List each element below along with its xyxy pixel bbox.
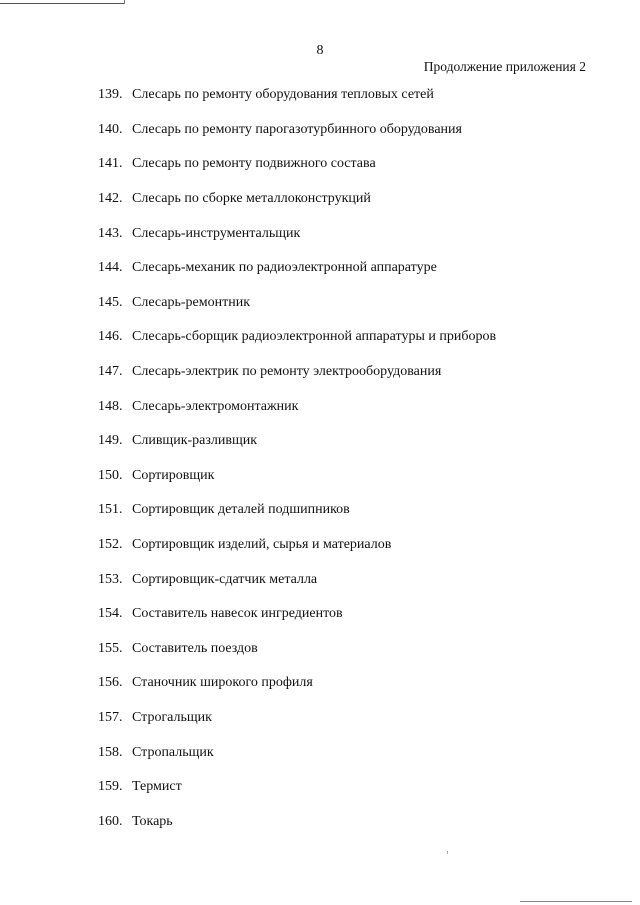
list-item <box>98 182 496 217</box>
list-item-number: 147. <box>98 364 123 380</box>
list-item <box>98 389 496 424</box>
list-item <box>98 493 496 528</box>
list-item-text: Сортировщик изделий, сырья и материалов <box>132 537 392 553</box>
list-item-number: 139. <box>98 87 123 103</box>
list-item <box>98 251 496 286</box>
list-item <box>98 666 496 701</box>
list-item-text: Слесарь-сборщик радиоэлектронной аппаратуры и приборов <box>132 329 497 345</box>
list-item-text: Слесарь-электрик по ремонту электрооборудования <box>132 364 442 380</box>
list-item <box>98 113 496 148</box>
list-item <box>98 632 496 667</box>
list-item-text: Составитель поездов <box>132 640 258 656</box>
list-item-number: 140. <box>98 121 123 137</box>
list-item <box>98 701 496 736</box>
list-item-text: Слесарь-инструментальщик <box>132 225 301 241</box>
list-item <box>98 770 496 805</box>
list-item <box>98 147 496 182</box>
list-item <box>98 735 496 770</box>
list-item-text: Слесарь по ремонту оборудования тепловых сетей <box>132 87 434 103</box>
list-item <box>98 78 496 113</box>
list-item-number: 154. <box>98 606 123 622</box>
list-item-text: Станочник широкого профиля <box>132 675 313 691</box>
list-item-number: 143. <box>98 225 123 241</box>
page-number: 8 <box>316 43 324 58</box>
continuation-note: Продолжение приложения 2 <box>423 59 586 74</box>
list-item-number: 144. <box>98 260 123 276</box>
list-item-number: 149. <box>98 433 123 449</box>
list-item-text: Слесарь по ремонту подвижного состава <box>132 156 376 172</box>
list-item <box>98 528 496 563</box>
occupation-list <box>98 78 496 839</box>
list-item-text: Токарь <box>132 813 173 829</box>
list-item-number: 152. <box>98 537 123 553</box>
list-item-text: Слесарь-ремонтник <box>132 294 251 310</box>
list-item-text: Составитель навесок ингредиентов <box>132 606 343 622</box>
scan-artifact-dot <box>447 851 448 854</box>
scan-artifact-top-line <box>0 3 124 4</box>
list-item-number: 141. <box>98 156 123 172</box>
list-item-number: 146. <box>98 329 123 345</box>
list-item <box>98 597 496 632</box>
list-item <box>98 424 496 459</box>
list-item-text: Стропальщик <box>132 744 214 760</box>
list-item-text: Термист <box>132 779 182 795</box>
list-item-text: Сортировщик <box>132 467 215 483</box>
list-item <box>98 216 496 251</box>
list-item-text: Строгальщик <box>132 709 212 725</box>
list-item-text: Слесарь-механик по радиоэлектронной аппаратуре <box>132 260 437 276</box>
scan-artifact-bottom-line <box>520 901 632 902</box>
scan-artifact-top-tick <box>124 0 125 4</box>
list-item <box>98 459 496 494</box>
list-item-number: 160. <box>98 813 123 829</box>
list-item <box>98 562 496 597</box>
list-item-number: 142. <box>98 191 123 207</box>
list-item-number: 157. <box>98 709 123 725</box>
list-item-number: 156. <box>98 675 123 691</box>
list-item <box>98 355 496 390</box>
list-item-text: Сортировщик деталей подшипников <box>132 502 350 518</box>
list-item-text: Сливщик-разливщик <box>132 433 258 449</box>
list-item-number: 148. <box>98 398 123 414</box>
list-item <box>98 804 496 839</box>
list-item-text: Сортировщик-сдатчик металла <box>132 571 318 587</box>
list-item-number: 153. <box>98 571 123 587</box>
list-item-number: 159. <box>98 779 123 795</box>
list-item-number: 150. <box>98 467 123 483</box>
list-item <box>98 286 496 321</box>
list-item-number: 158. <box>98 744 123 760</box>
list-item-number: 155. <box>98 640 123 656</box>
list-item-text: Слесарь по сборке металлоконструкций <box>132 191 371 207</box>
list-item-text: Слесарь-электромонтажник <box>132 398 299 414</box>
list-item-number: 151. <box>98 502 123 518</box>
list-item <box>98 320 496 355</box>
list-item-number: 145. <box>98 294 123 310</box>
list-item-text: Слесарь по ремонту парогазотурбинного оборудования <box>132 121 462 137</box>
